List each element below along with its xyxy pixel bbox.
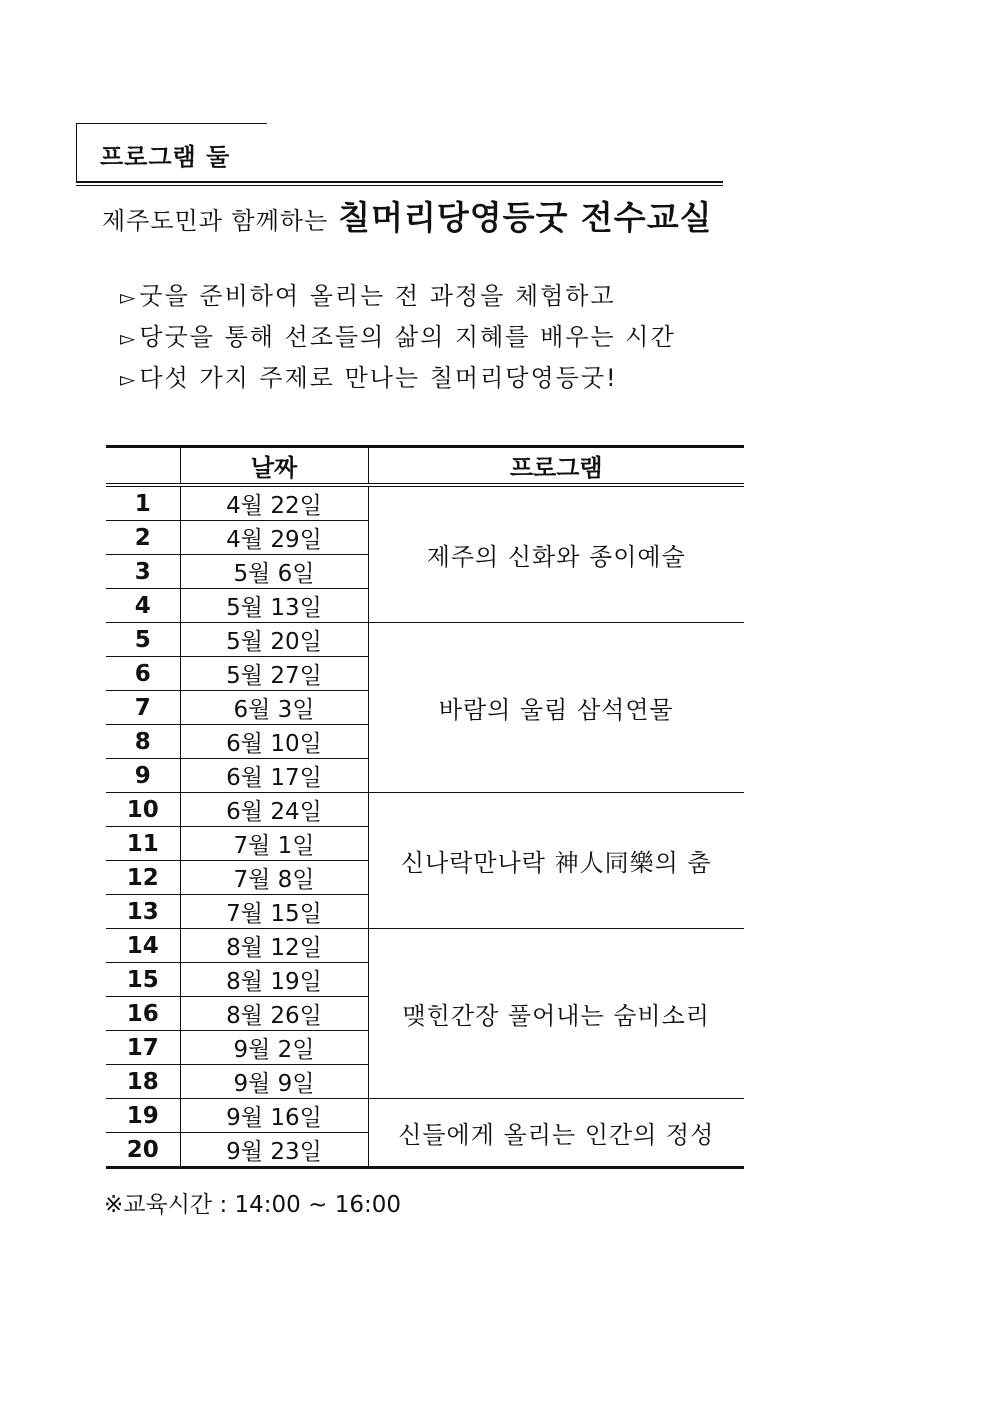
session-number: 12 [106, 861, 180, 895]
session-date: 9월 23일 [180, 1133, 368, 1168]
session-number: 8 [106, 725, 180, 759]
session-date: 9월 9일 [180, 1065, 368, 1099]
session-date: 7월 1일 [180, 827, 368, 861]
session-date: 5월 20일 [180, 623, 368, 657]
header-program: 프로그램 [368, 447, 744, 486]
session-date: 9월 16일 [180, 1099, 368, 1133]
schedule-body [106, 485, 744, 1168]
header-date: 날짜 [180, 447, 368, 486]
session-date: 7월 15일 [180, 895, 368, 929]
program-name: 신나락만나락 神人同樂의 춤 [368, 793, 744, 929]
session-date: 4월 22일 [180, 485, 368, 521]
session-number: 7 [106, 691, 180, 725]
divider-thick [76, 181, 723, 183]
session-date: 6월 3일 [180, 691, 368, 725]
table-row [106, 623, 744, 657]
session-date: 6월 10일 [180, 725, 368, 759]
education-time-note: ※교육시간 : 14:00 ~ 16:00 [104, 1192, 401, 1218]
intro-item [120, 358, 676, 399]
session-number: 4 [106, 589, 180, 623]
session-number: 17 [106, 1031, 180, 1065]
intro-item [120, 317, 676, 358]
session-date: 7월 8일 [180, 861, 368, 895]
triangle-bullet-icon: ▻ [120, 326, 138, 350]
session-date: 6월 17일 [180, 759, 368, 793]
session-number: 19 [106, 1099, 180, 1133]
intro-text: 다섯 가지 주제로 만나는 칠머리당영등굿! [139, 364, 618, 392]
table-row [106, 793, 744, 827]
header-number [106, 447, 180, 486]
schedule-table [106, 445, 744, 1169]
table-header-row [106, 447, 744, 486]
session-number: 14 [106, 929, 180, 963]
divider-thin [76, 185, 723, 186]
session-date: 8월 19일 [180, 963, 368, 997]
table-row [106, 929, 744, 963]
session-number: 1 [106, 485, 180, 521]
session-number: 2 [106, 521, 180, 555]
session-number: 9 [106, 759, 180, 793]
program-name: 제주의 신화와 종이예술 [368, 485, 744, 623]
program-name: 신들에게 올리는 인간의 정성 [368, 1099, 744, 1168]
session-number: 11 [106, 827, 180, 861]
session-number: 3 [106, 555, 180, 589]
session-number: 10 [106, 793, 180, 827]
session-number: 20 [106, 1133, 180, 1168]
title-main: 칠머리당영등굿 전수교실 [338, 198, 713, 237]
session-date: 4월 29일 [180, 521, 368, 555]
title-lead: 제주도민과 함께하는 [102, 207, 329, 235]
session-number: 13 [106, 895, 180, 929]
table-row [106, 1099, 744, 1133]
session-date: 5월 13일 [180, 589, 368, 623]
session-date: 8월 12일 [180, 929, 368, 963]
session-number: 18 [106, 1065, 180, 1099]
session-date: 8월 26일 [180, 997, 368, 1031]
table-row [106, 485, 744, 521]
session-date: 9월 2일 [180, 1031, 368, 1065]
session-date: 5월 6일 [180, 555, 368, 589]
intro-text: 굿을 준비하여 올리는 전 과정을 체험하고 [139, 282, 616, 310]
triangle-bullet-icon: ▻ [120, 367, 138, 391]
session-number: 15 [106, 963, 180, 997]
program-name: 바람의 울림 삼석연물 [368, 623, 744, 793]
page-title [102, 192, 712, 239]
section-label: 프로그램 둘 [100, 143, 231, 171]
session-number: 5 [106, 623, 180, 657]
triangle-bullet-icon: ▻ [120, 285, 138, 309]
program-name: 맺힌간장 풀어내는 숨비소리 [368, 929, 744, 1099]
intro-text: 당굿을 통해 선조들의 삶의 지혜를 배우는 시간 [139, 323, 676, 351]
intro-list [120, 276, 676, 399]
session-date: 5월 27일 [180, 657, 368, 691]
session-number: 16 [106, 997, 180, 1031]
session-number: 6 [106, 657, 180, 691]
intro-item [120, 276, 676, 317]
session-date: 6월 24일 [180, 793, 368, 827]
